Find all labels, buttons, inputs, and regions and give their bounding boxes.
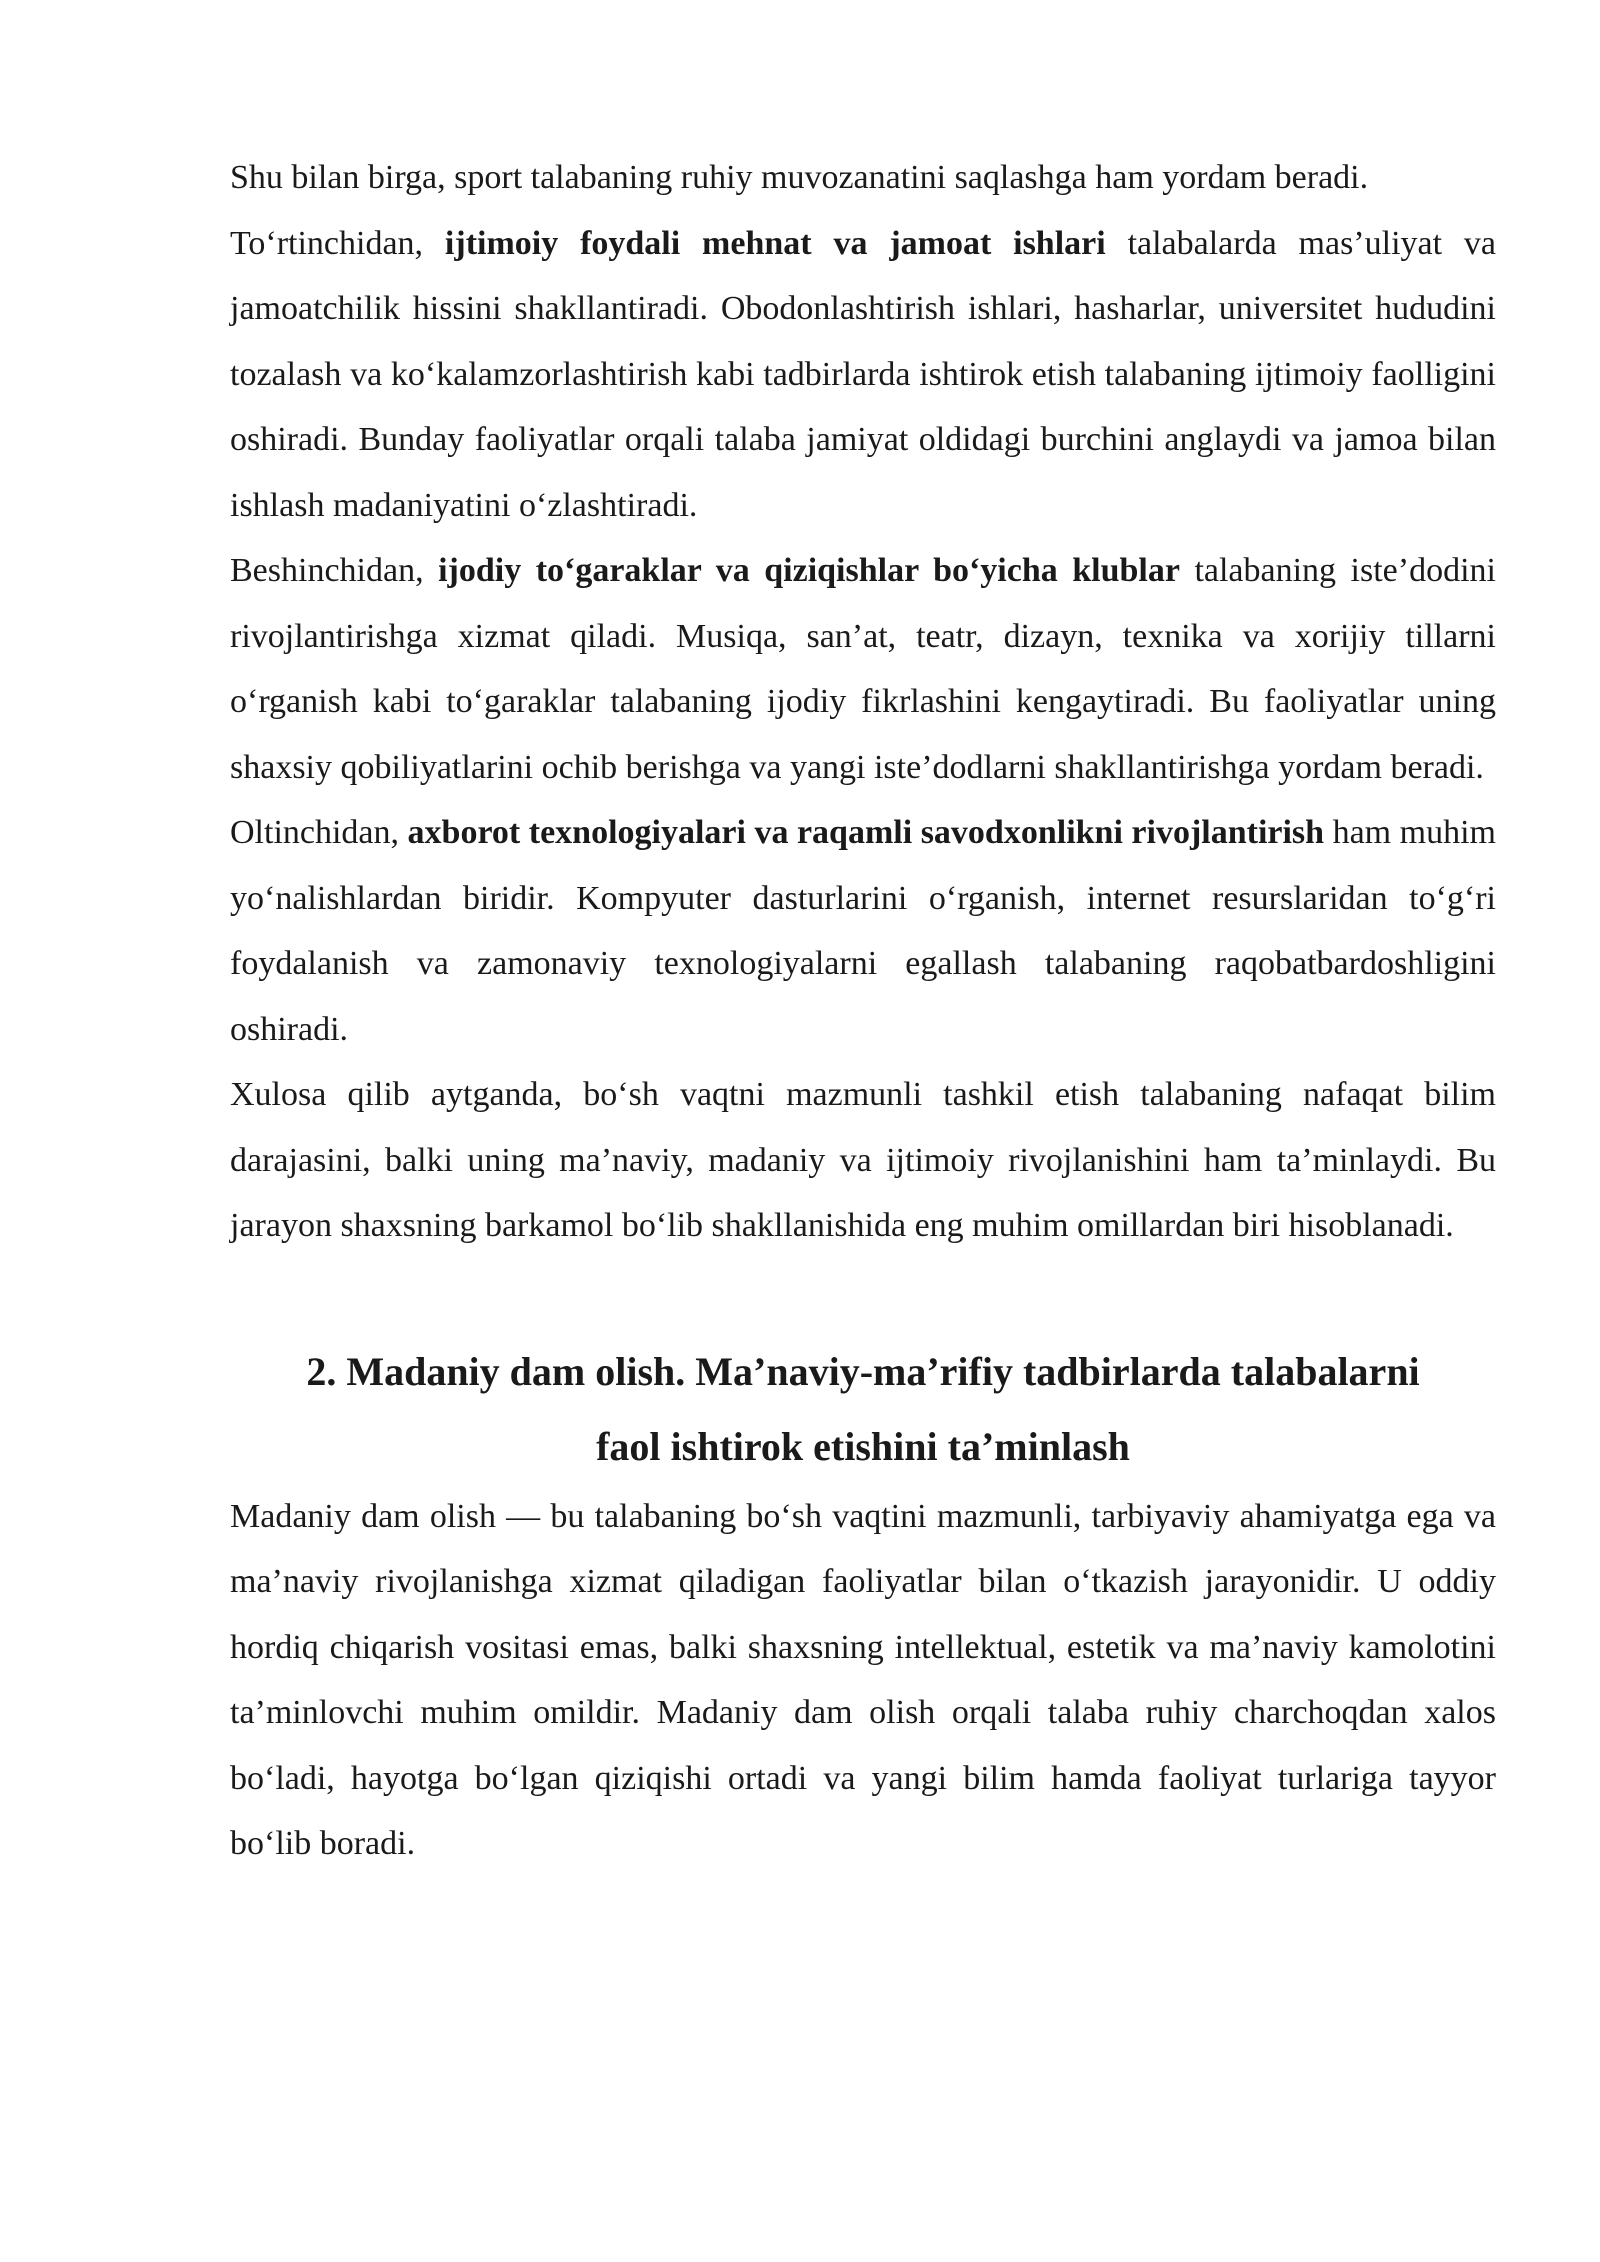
document-page bbox=[230, 145, 1496, 1877]
paragraph-emphasis: ijtimoiy foydali mehnat va jamoat ishlari bbox=[444, 224, 1106, 262]
paragraph-fourth bbox=[230, 211, 1496, 539]
paragraph-emphasis: axborot texnologiyalari va raqamli savodxonlikni rivojlantirish bbox=[407, 814, 1325, 851]
paragraph-body: talabalarda mas’uliyat va jamoatchilik hissini shakllantiradi. Obodonlashtirish ishlari, hasharlar, universitet hududini tozalash va ko‘kalamzorlashtirish kabi tadbirlarda ishtirok etish talabaning ijtimoiy faolligini oshiradi. Bunday faoliyatlar orqali talaba jamiyat oldidagi burchini anglaydi va jamoa bilan ishlash madaniyatini o‘zlashtiradi. bbox=[230, 224, 1497, 524]
paragraph-section-intro bbox=[230, 1484, 1496, 1877]
paragraph-emphasis: ijodiy to‘garaklar va qiziqishlar bo‘yicha klublar bbox=[438, 552, 1180, 589]
paragraph-lead: Beshinchidan, bbox=[230, 552, 439, 589]
section-spacer bbox=[230, 1259, 1496, 1334]
section-heading-line-2: faol ishtirok etishini ta’minlash bbox=[596, 1423, 1130, 1469]
section-heading bbox=[230, 1334, 1496, 1484]
paragraph-lead: Oltinchidan, bbox=[230, 814, 408, 851]
paragraph-text: Xulosa qilib aytganda, bo‘sh vaqtni mazmunli tashkil etish talabaning nafaqat bilim darajasini, balki uning ma’naviy, madaniy va ijtimoiy rivojlanishini ham ta’minlaydi. Bu jarayon shaxsning barkamol bo‘lib shakllanishida eng muhim omillardan biri hisoblanadi. bbox=[230, 1076, 1496, 1244]
paragraph-body: ham muhim yo‘nalishlardan biridir. Kompyuter dasturlarini o‘rganish, internet resurslaridan to‘g‘ri foydalanish va zamonaviy texnologiyalarni egallash talabaning raqobatbardoshligini oshiradi. bbox=[230, 814, 1496, 1048]
paragraph-text: Madaniy dam olish — bu talabaning bo‘sh vaqtini mazmunli, tarbiyaviy ahamiyatga ega va ma’naviy rivojlanishga xizmat qiladigan faoliyatlar bilan o‘tkazish jarayonidir. U oddiy hordiq chiqarish vositasi emas, balki shaxsning intellektual, estetik va ma’naviy kamolotini ta’minlovchi muhim omildir. Madaniy dam olish orqali talaba ruhiy charchoqdan xalos bo‘ladi, hayotga bo‘lgan qiziqishi ortadi va yangi bilim hamda faoliyat turlariga tayyor bo‘lib boradi. bbox=[230, 1497, 1496, 1862]
section-heading-line-1: 2. Madaniy dam olish. Ma’naviy-ma’rifiy tadbirlarda talabalarni bbox=[306, 1348, 1420, 1394]
paragraph-text: Shu bilan birga, sport talabaning ruhiy muvozanatini saqlashga ham yordam beradi. bbox=[230, 159, 1369, 196]
paragraph-fifth bbox=[230, 538, 1496, 800]
paragraph-sport-conclusion bbox=[230, 145, 1496, 211]
paragraph-lead: To‘rtinchidan, bbox=[230, 224, 445, 262]
paragraph-body: talabaning iste’dodini rivojlantirishga xizmat qiladi. Musiqa, san’at, teatr, dizayn, texnika va xorijiy tillarni o‘rganish kabi to‘garaklar talabaning ijodiy fikrlashini kengaytiradi. Bu faoliyatlar uning shaxsiy qobiliyatlarini ochib berishga va yangi iste’dodlarni shakllantirishga yordam beradi. bbox=[230, 552, 1496, 786]
paragraph-sixth bbox=[230, 800, 1496, 1062]
paragraph-summary bbox=[230, 1062, 1496, 1259]
